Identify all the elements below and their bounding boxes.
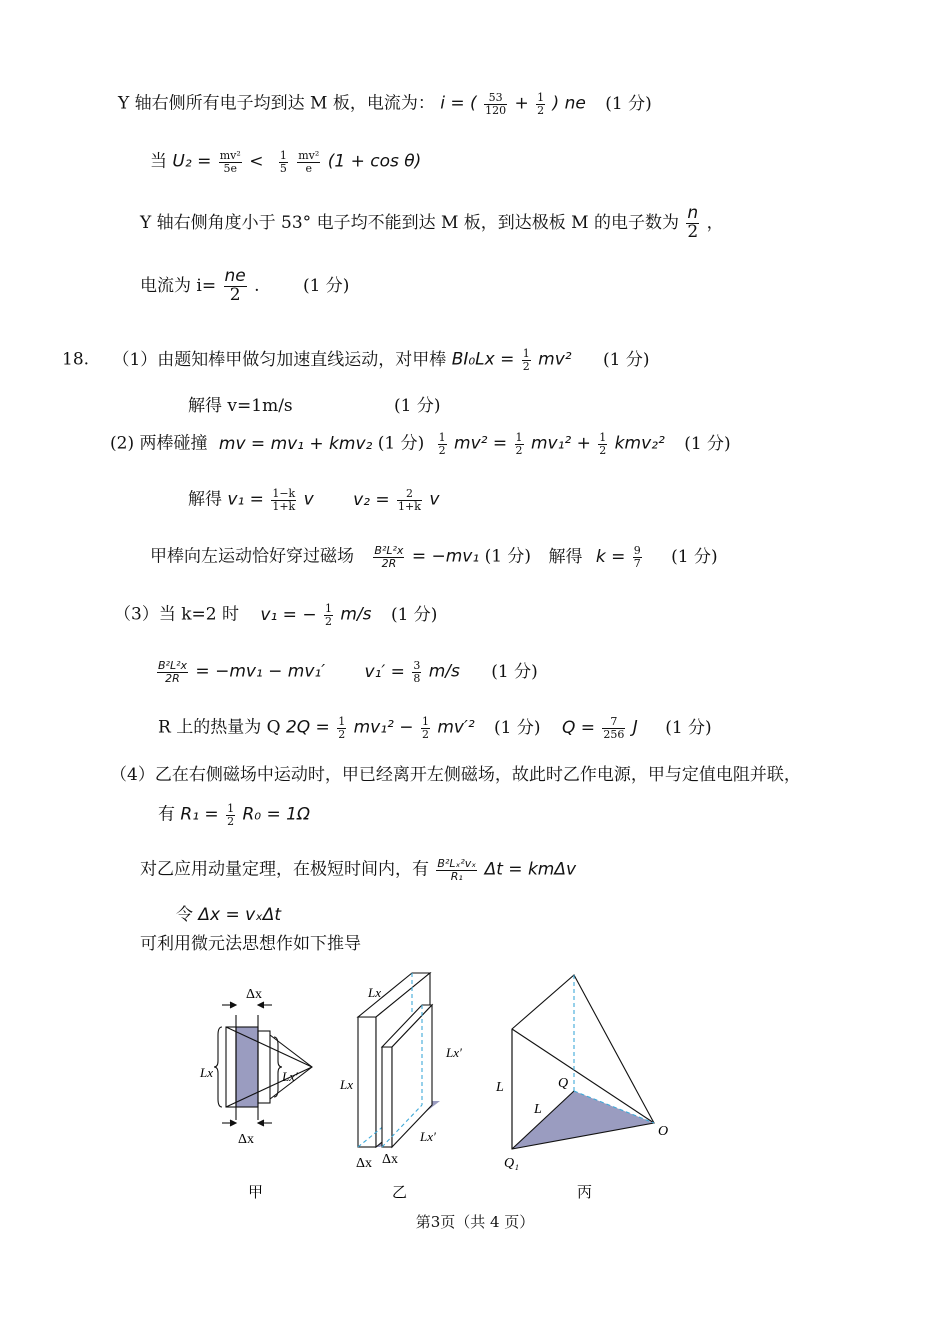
- shaded-triangle: [512, 1091, 654, 1149]
- fraction: $\frac{2}{1+k}$: [398, 487, 421, 513]
- score: (1 分): [665, 717, 712, 738]
- label-q: Q: [558, 1076, 569, 1091]
- score: (1 分): [684, 433, 731, 454]
- fraction: $\frac{1}{2}$: [421, 715, 429, 741]
- fraction: $\frac{ne}{2}$: [224, 266, 246, 305]
- caption-bing: 丙: [577, 1185, 593, 1201]
- score: (1 分): [671, 546, 718, 567]
- label-dx1: Δx: [356, 1156, 373, 1171]
- line-momentum-theorem: 对乙应用动量定理，在极短时间内，有 $\frac{\text{B²Lₓ²vₓ}}{\text{R₁}}$ Δt = kmΔv: [140, 857, 577, 883]
- fraction: $\frac{1-k}{1+k}$: [272, 487, 296, 513]
- line-let-dx: 令 Δx = vₓΔt: [176, 905, 282, 925]
- fraction: $\frac{\text{mv²}}{e}$: [298, 149, 320, 175]
- line-q18-part4: （4）乙在右侧磁场中运动时，甲已经离开左侧磁场，故此时乙作电源，甲与定值电阻并联，: [110, 765, 801, 785]
- fraction: $\frac{1}{2}$: [522, 347, 530, 373]
- figure-bing: [512, 975, 654, 1149]
- label-lx-prime-right: Lx′: [446, 1045, 462, 1060]
- label-dx2: Δx: [382, 1152, 399, 1167]
- label-o: O: [658, 1124, 669, 1139]
- line-q18-part3: （3）当 k=2 时 v₁ = − $\frac{1}{2}$ m/s (1 分): [114, 602, 438, 628]
- label-dx-top: Δx: [246, 987, 263, 1002]
- caption-jia: 甲: [248, 1185, 264, 1201]
- line-r1: 有 R₁ = $\frac{1}{2}$ R₀ = 1Ω: [158, 802, 310, 828]
- fraction: $\frac{1}{2}$: [338, 715, 346, 741]
- shaded-strip: [236, 1027, 258, 1107]
- score: (1 分): [491, 661, 538, 682]
- label-lx-prime-bottom: Lx′: [420, 1129, 436, 1144]
- fraction: $\frac{1}{2}$: [537, 91, 545, 117]
- line-q18-part1: 18. （1）由题知棒甲做匀加速直线运动，对甲棒 BI₀Lx = $\frac{1}{2}$ mv² (1 分): [62, 347, 650, 373]
- label-lx: Lx: [200, 1065, 213, 1080]
- label-lx-top: Lx: [368, 985, 381, 1000]
- line-electron-all-reach: Y 轴右侧所有电子均到达 M 板，电流为： i = ( $\frac{53}{120}$ + $\frac{1}{2}$ ) ne (1 分): [118, 91, 652, 117]
- fraction: $\frac{1}{2}$: [227, 802, 235, 828]
- fraction: $\frac{1}{2}$: [515, 431, 523, 457]
- fraction: $\frac{3}{8}$: [413, 659, 421, 685]
- fraction: $\frac{\text{B²L²x}}{2R}$: [158, 659, 188, 685]
- fraction: $\frac{1}{2}$: [599, 431, 607, 457]
- label-dx-bottom: Δx: [238, 1132, 255, 1147]
- score: (1 分): [377, 433, 425, 454]
- line-heat: R 上的热量为 Q 2Q = $\frac{1}{2}$ mv₁² − $\frac{1}{2}$ mv′² (1 分) Q = $\frac{7}{256}$ J (1 分): [158, 715, 712, 741]
- fraction: $\frac{n}{2}$: [687, 203, 699, 242]
- fraction: $\frac{7}{256}$: [603, 715, 625, 741]
- derivation-figures: [0, 965, 950, 1205]
- line-solve-v: 解得 v=1m/s (1 分): [188, 396, 441, 416]
- fraction: $\frac{9}{7}$: [633, 544, 641, 570]
- score: (1 分): [603, 349, 650, 370]
- label-l-left: L: [496, 1080, 504, 1095]
- line-pass-field: 甲棒向左运动恰好穿过磁场 $\frac{\text{B²L²x}}{2R}$ = −mv₁ (1 分) 解得 k = $\frac{9}{7}$ (1 分): [150, 544, 718, 570]
- label-lx-prime: Lx′: [282, 1069, 298, 1084]
- score: (1 分): [484, 546, 532, 567]
- fraction: $\frac{\text{mv²}}{5e}$: [219, 149, 241, 175]
- label-q1: Q₁: [504, 1156, 519, 1171]
- fraction: $\frac{\text{B²L²x}}{2R}$: [374, 544, 404, 570]
- score: (1 分): [605, 93, 652, 114]
- caption-yi: 乙: [392, 1185, 408, 1201]
- figure-jia: [214, 1002, 312, 1126]
- line-u2-condition: 当 U₂ = $\frac{\text{mv²}}{5e}$ < $\frac{1}{5}$ $\frac{\text{mv²}}{e}$ (1 + cos θ): [150, 149, 422, 175]
- label-lx-left: Lx: [340, 1077, 353, 1092]
- line-solve-velocities: 解得 v₁ = $\frac{1-k}{1+k}$ v v₂ = $\frac{2}{1+k}$ v: [188, 487, 440, 513]
- score: (1 分): [390, 604, 438, 625]
- page-footer: 第3页（共 4 页）: [415, 1213, 535, 1231]
- line-angle-condition: Y 轴右侧角度小于 53° 电子均不能到达 M 板，到达极板 M 的电子数为 $\frac{n}{2}$ ，: [140, 203, 724, 242]
- score: (1 分): [394, 396, 441, 416]
- score: (1 分): [302, 275, 350, 296]
- line-micro-element: 可利用微元法思想作如下推导: [140, 934, 361, 954]
- score: (1 分): [494, 717, 541, 738]
- fraction: $\frac{1}{2}$: [324, 602, 332, 628]
- question-number: 18.: [62, 349, 90, 370]
- fraction: $\frac{\text{B²Lₓ²vₓ}}{\text{R₁}}$: [437, 857, 477, 883]
- fraction: $\frac{1}{2}$: [438, 431, 446, 457]
- line-current: 电流为 i= $\frac{ne}{2}$ . (1 分): [140, 266, 350, 305]
- fraction: $\frac{53}{120}$: [485, 91, 507, 117]
- line-collision: (2) 两棒碰撞 mv = mv₁ + kmv₂ (1 分) $\frac{1}{2}$ mv² = $\frac{1}{2}$ mv₁² + $\frac{1}{2}$ kmv₂² (1 分): [110, 431, 731, 457]
- fraction: $\frac{1}{5}$: [279, 149, 287, 175]
- line-momentum: $\frac{\text{B²L²x}}{2R}$ = −mv₁ − mv₁′ v₁′ = $\frac{3}{8}$ m/s (1 分): [158, 659, 538, 685]
- label-l-inner: L: [534, 1102, 542, 1117]
